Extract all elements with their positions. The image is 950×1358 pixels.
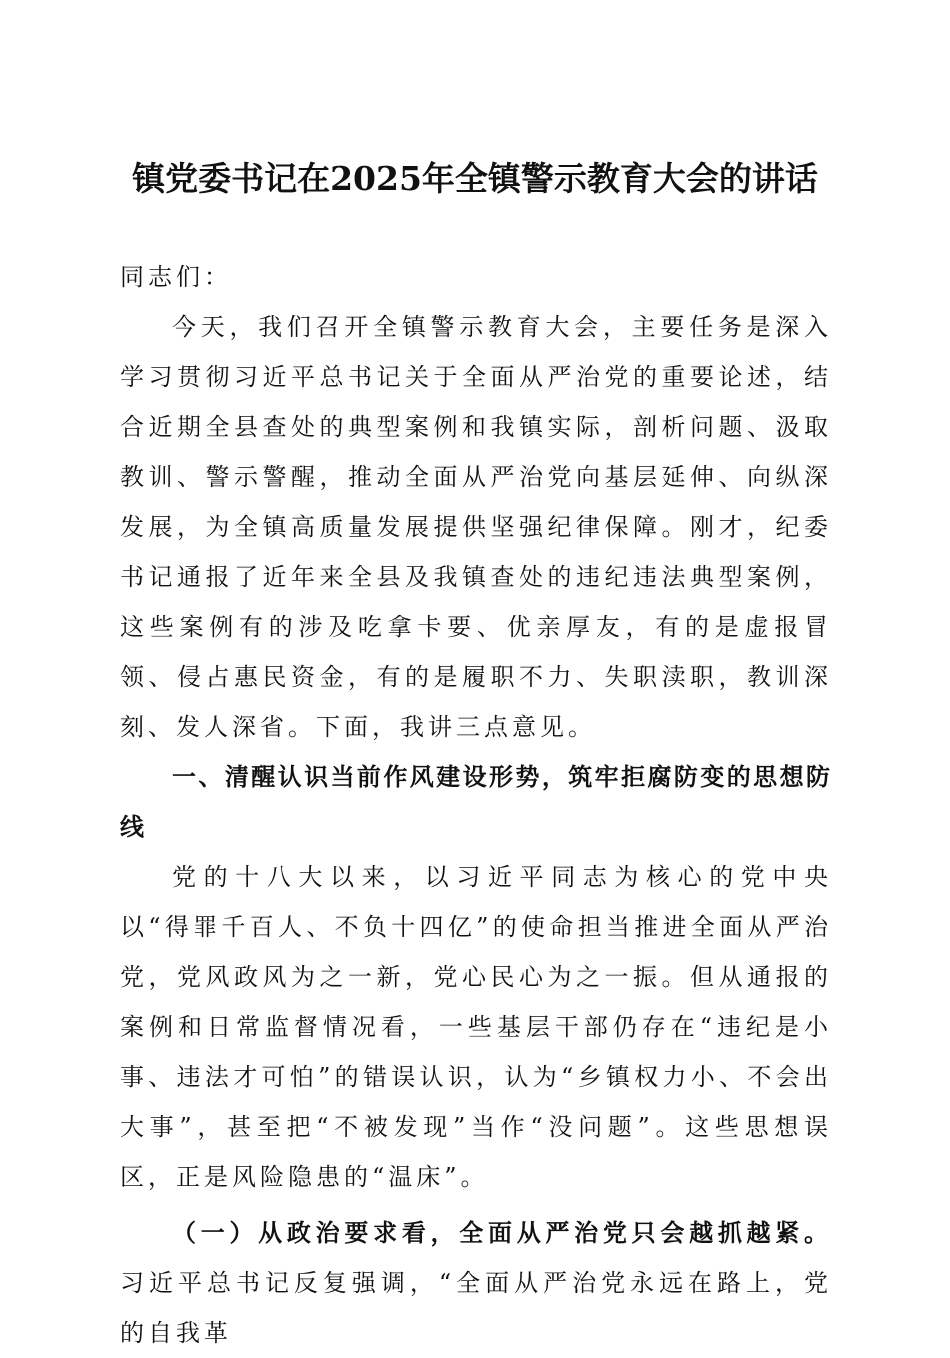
salutation: 同志们： [120, 263, 232, 291]
section-heading-one: 一、清醒认识当前作风建设形势，筑牢拒腐防变的思想防线 [120, 762, 832, 841]
intro-paragraph: 今天，我们召开全镇警示教育大会，主要任务是深入学习贯彻习近平总书记关于全面从严治党的重要论述，结合近期全县查处的典型案例和我镇实际，剖析问题、汲取教训、警示警醒，推动全面从严治党向基层延伸、向纵深发展，为全镇高质量发展提供坚强纪律保障。刚才，纪委书记通报了近年来全县及我镇查处的违纪违法典型案例，这些案例有的涉及吃拿卡要、优亲厚友，有的是虚报冒领、侵占惠民资金，有的是履职不力、失职渎职，教训深刻、发人深省。下面，我讲三点意见。 [120, 313, 832, 741]
subsection-one-paragraph [120, 1208, 832, 1358]
document-body [120, 252, 832, 1358]
subsection-one-text: 习近平总书记反复强调，“全面从严治党永远在路上，党的自我革 [120, 1269, 832, 1347]
subsection-one-lead: （一）从政治要求看，全面从严治党只会越抓越紧。 [172, 1218, 832, 1247]
section-one-paragraph: 党的十八大以来，以习近平同志为核心的党中央以“得罪千百人、不负十四亿”的使命担当推进全面从严治党，党风政风为之一新，党心民心为之一振。但从通报的案例和日常监督情况看，一些基层干部仍存在“违纪是小事、违法才可怕”的错误认识，认为“乡镇权力小、不会出大事”，甚至把“不被发现”当作“没问题”。这些思想误区，正是风险隐患的“温床”。 [120, 863, 832, 1191]
document-title: 镇党委书记在2025年全镇警示教育大会的讲话 [132, 159, 818, 199]
